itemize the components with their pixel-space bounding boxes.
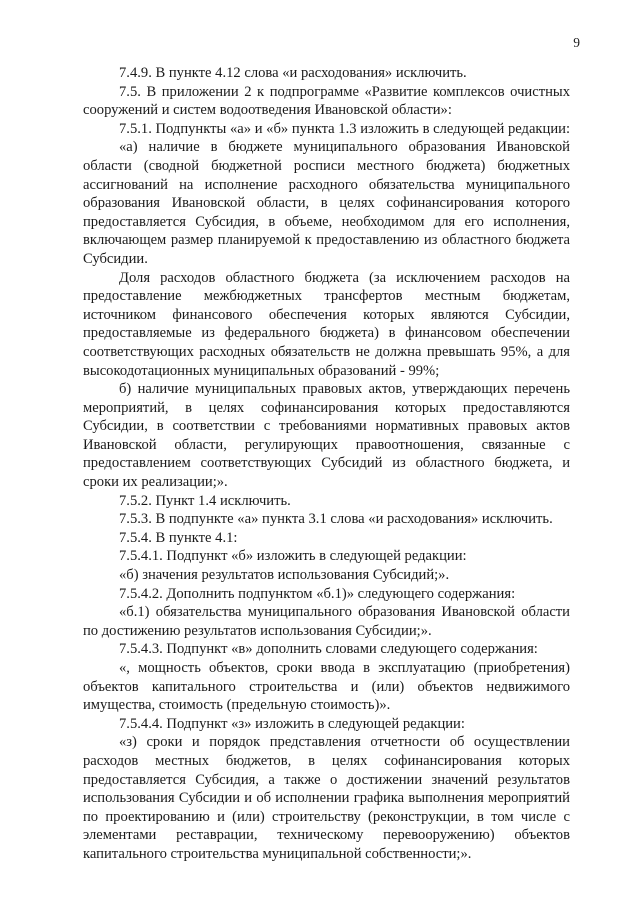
document-body [83,64,570,864]
paragraph-subitem-z-text: «з) сроки и порядок представления отчетности об осуществлении расходов местных бюджетов, в целях софинансирования которых предоставляется Субсидия, а также о достижении значений результатов использования Субсидии и об исполнении графика выполнения мероприятий по проектированию и (или) строительству (реконструкции, в том числе с элементами реставрации, техническому перевооружению) объектов капитального строительства муниципальной собственности;». [83,734,570,862]
paragraph-7-5-4-3: 7.5.4.3. Подпункт «в» дополнить словами следующего содержания: [119,641,538,658]
paragraph-7-5-4-2: 7.5.4.2. Дополнить подпунктом «б.1)» следующего содержания: [119,585,516,602]
paragraph-7-5-1: 7.5.1. Подпункты «а» и «б» пункта 1.3 изложить в следующей редакции: [119,120,571,137]
paragraph-subitem-b-text: «б) значения результатов использования Субсидий;». [119,567,450,584]
paragraph-subitem-b: б) наличие муниципальных правовых актов, утверждающих перечень мероприятий, в целях софинансирования которых предоставляются Субсидии, в соответствии с требованиями нормативных правовых актов Ивановской области, регулирующих правоотношения, связанные с предоставлением соответствующих Субсидий из областного бюджета, и сроки их реализации;». [83,381,570,491]
paragraph-7-5-3: 7.5.3. В подпункте «а» пункта 3.1 слова «и расходования» исключить. [119,511,553,528]
paragraph-7-4-9: 7.4.9. В пункте 4.12 слова «и расходования» исключить. [119,65,467,81]
page-number: 9 [573,35,580,50]
paragraph-7-5-2: 7.5.2. Пункт 1.4 исключить. [119,492,291,509]
paragraph-subitem-a: «а) наличие в бюджете муниципального образования Ивановской области (сводной бюджетной росписи местного бюджета) бюджетных ассигнований на исполнение расходного обязательства муниципального образования Ивановской области, в целях софинансирования которого предоставляется Субсидия, в объеме, необходимом для его исполнения, включающем размер планируемой к предоставлению из областного бюджета Субсидии. [83,139,570,267]
paragraph-budget-share: Доля расходов областного бюджета (за исключением расходов на предоставление межбюджетных трансфертов местным бюджетам, источником финансового обеспечения которых являются Субсидии, предоставляемые из федерального бюджета) в финансовом обеспечении соответствующих расходных обязательств не должна превышать 95%, а для высокодотационных муниципальных образований - 99%; [83,269,570,379]
paragraph-7-5: 7.5. В приложении 2 к подпрограмме «Развитие комплексов очистных сооружений и систем водоотведения Ивановской области»: [83,83,570,119]
paragraph-7-5-4-4: 7.5.4.4. Подпункт «з» изложить в следующей редакции: [119,715,465,732]
paragraph-subitem-v-addition: «, мощность объектов, сроки ввода в эксплуатацию (приобретения) объектов капитального строительства и (или) объектов недвижимого имущества, стоимость (предельную стоимость)». [83,660,570,714]
paragraph-subitem-b1-text: «б.1) обязательства муниципального образования Ивановской области по достижению результатов использования Субсидии;». [83,604,570,639]
paragraph-7-5-4: 7.5.4. В пункте 4.1: [119,529,238,546]
paragraph-7-5-4-1: 7.5.4.1. Подпункт «б» изложить в следующей редакции: [119,548,467,565]
